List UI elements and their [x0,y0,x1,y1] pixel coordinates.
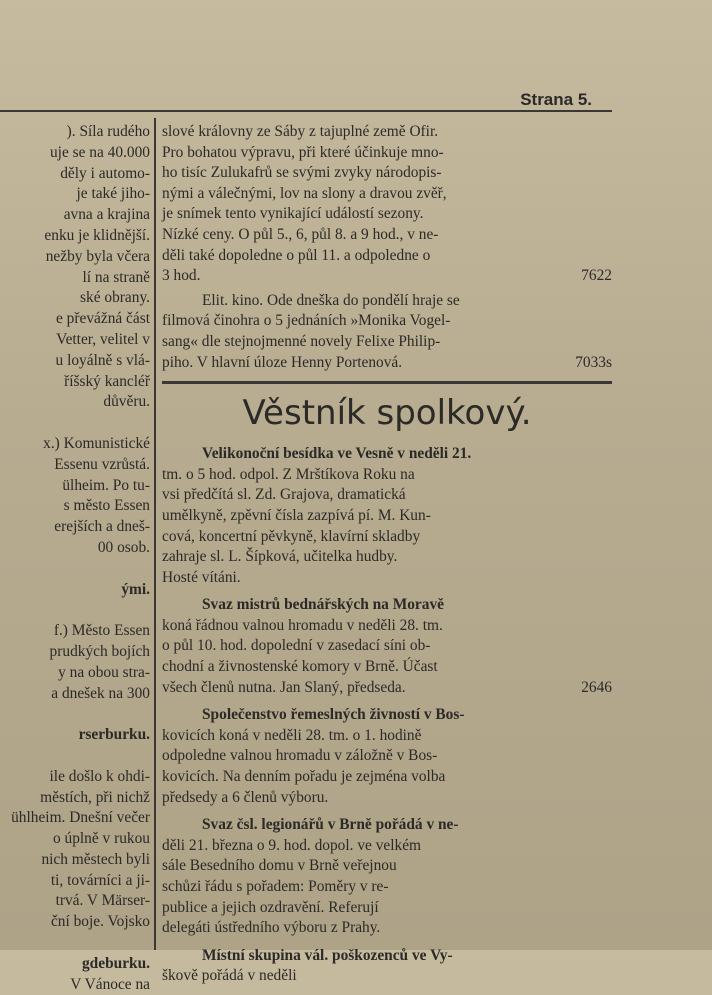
para2-lines-line: koná řádnou valnou hromadu v neděli 28. tm. [162,616,443,634]
cinema-notice-last-text: 3 hod. [162,267,201,285]
cinema-notice [162,122,612,287]
left-column-line: 00 osob. [97,538,150,556]
para2-lines-line: Svaz mistrů bednářských na Moravě [202,596,444,614]
column-divider [154,118,156,950]
page-number: Strana 5. [520,90,592,109]
left-column-line: a dnešek na 300 [51,684,150,702]
left-column-line: Essenu vzrůstá. [54,455,150,473]
elit-kino-last-text: piho. V hlavní úloze Henny Portenová. [162,353,403,371]
left-column-line: ile došlo k ohdi- [49,767,150,785]
para4-lines-line: Svaz čsl. legionářů v Brně pořádá v ne- [202,816,459,834]
para1-lines-line: Hosté vítáni. [162,568,241,586]
left-column-line: ské obrany. [80,289,150,307]
para4-lines-line: publice a jejich ozdravění. Referují [162,898,379,916]
elit-kino-last-line [162,353,612,374]
left-column-line: s město Essen [63,497,150,515]
para2-lines-line: chodní a živnostenské komory v Brně. Účast [162,658,438,676]
para3-lines-line: kovicích. Na denním pořadu je zejména volba [162,768,446,786]
top-lines-line: ho tisíc Zulukafrů se svými zvyky národopis- [162,164,442,182]
left-column-line: o úplně v rukou [52,830,150,848]
elit-lines-line: Elit. kino. Ode dneška do pondělí hraje se [202,291,460,309]
top-lines-line: děli také dopoledne o půl 11. a odpoledne o [162,246,431,264]
left-column-line: nich městech byli [41,850,150,868]
left-column-line: trvá. V Märser- [55,892,150,910]
section-title: Věstník spolkový. [242,393,532,434]
right-column [162,122,612,985]
para3-lines-line: odpoledne valnou hromadu v záložně v Bos- [162,747,438,765]
left-column-line: říšský kancléř [64,372,150,390]
left-column-line: ühlheim. Dnešní večer [11,809,150,827]
left-column-line: enku je klidnější. [44,226,150,244]
notice-spolecenstvo [162,705,612,808]
para1-lines-line: zahraje sl. L. Šípková, učitelka hudby. [162,548,398,566]
para3-lines-line: Společenstvo řemeslných živností v Bos- [202,706,465,724]
left-column-line: f.) Město Essen [53,622,150,640]
cinema-notice-ref: 7622 [581,267,612,285]
left-column-line: avna a krajina [63,206,150,224]
notice-valecni-poskozenci [162,946,612,987]
para1-lines-line: Velikonoční besídka ve Vesně v neděli 21. [202,445,472,463]
header-rule [0,110,612,112]
left-column-line: gdeburku. [81,954,150,972]
left-column-line: nežby byla včera [45,247,150,265]
left-column-line: důvěru. [103,393,150,411]
notice-bednari-ref: 2646 [581,678,612,696]
left-column-line: V Vánoce na [70,975,150,993]
left-column-line: u loyálně s vlá- [55,351,150,369]
left-column-line [0,933,152,954]
top-lines-line: Nízké ceny. O půl 5., 6, půl 8. a 9 hod., v ne- [162,225,439,243]
para4-lines-line: delegáti ústředního výboru z Prahy. [162,919,381,937]
para1-lines-line: tm. o 5 hod. odpol. Z Mrštíkova Roku na [162,465,415,483]
left-column [0,122,152,993]
cinema-notice-last-line [162,266,612,287]
left-column-line: ými. [121,580,150,598]
left-column-line: rserburku. [78,726,150,744]
para1-lines-line: cová, koncertní pěvkyně, klavírní skladby [162,527,421,545]
elit-kino-notice [162,291,612,373]
para4-lines-line: sále Besedního domu v Brně veřejnou [162,857,397,875]
left-column-line [0,600,152,621]
left-column-line: uje se na 40.000 [49,143,150,161]
left-column-line: ülheim. Po tu- [62,476,150,494]
top-lines-line: nými a válečnými, lov na slony a dravou zvěř, [162,184,447,202]
left-column-line: e převážná část [56,310,150,328]
left-column-line [0,746,152,767]
left-column-line: prudkých bojích [49,642,150,660]
para5-lines-line: Místní skupina vál. poškozenců ve Vy- [202,946,453,964]
left-column-line [0,704,152,725]
notice-legionari [162,815,612,939]
left-column-line: ční boje. Vojsko [50,913,150,931]
para3-lines-line: kovicích koná v neděli 28. tm. o 1. hodině [162,726,422,744]
elit-kino-ref: 7033s [575,353,612,371]
section-rule [162,381,612,384]
left-column-line: lí na straně [82,268,150,286]
page-header [0,82,712,112]
left-column-line [0,413,152,434]
left-column-line: městích, při nichž [40,788,150,806]
left-column-line: y na obou stra- [58,663,150,681]
notice-vesna [162,444,612,588]
para3-lines-line: předsedy a 6 členů výboru. [162,788,329,806]
left-column-line: erejších a dneš- [54,518,150,536]
elit-lines-line: sang« dle stejnojmenné novely Felixe Philip- [162,332,441,350]
para1-lines-line: vsi předčítá sl. Zd. Grajova, dramatická [162,486,406,504]
para1-lines-line: umělkyně, zpěvní čísla zazpívá pí. M. Kun- [162,506,431,524]
top-lines-line: slové královny ze Sáby z tajuplné země Ofir. [162,123,439,140]
notice-bednari-last-text: všech členů nutna. Jan Slaný, předseda. [162,678,406,696]
notice-bednari [162,595,612,698]
left-column-line: x.) Komunistické [43,434,150,452]
para5-lines-line: škově pořádá v neděli [162,967,297,985]
left-column-line [0,559,152,580]
top-lines-line: je snímek tento vynikající událostí sezony. [162,205,424,223]
left-column-line: Vetter, velitel v [56,330,150,348]
para4-lines-line: schůzi řádu s pořadem: Poměry v re- [162,878,389,895]
notice-bednari-last-line [162,678,612,699]
elit-lines-line: filmová činohra o 5 jednáních »Monika Vogel- [162,312,451,330]
left-column-line: děly i automo- [60,164,150,182]
para4-lines-line: děli 21. března o 9. hod. dopol. ve velkém [162,836,422,854]
left-column-line: ). Síla rudého [66,123,150,140]
left-column-line: je také jiho- [76,185,150,203]
left-column-line: ti, továrníci a ji- [50,871,150,889]
para2-lines-line: o půl 10. hod. dopolední v zasedací síni ob- [162,637,431,655]
top-lines-line: Pro bohatou výpravu, při které účinkuje mno- [162,143,444,161]
